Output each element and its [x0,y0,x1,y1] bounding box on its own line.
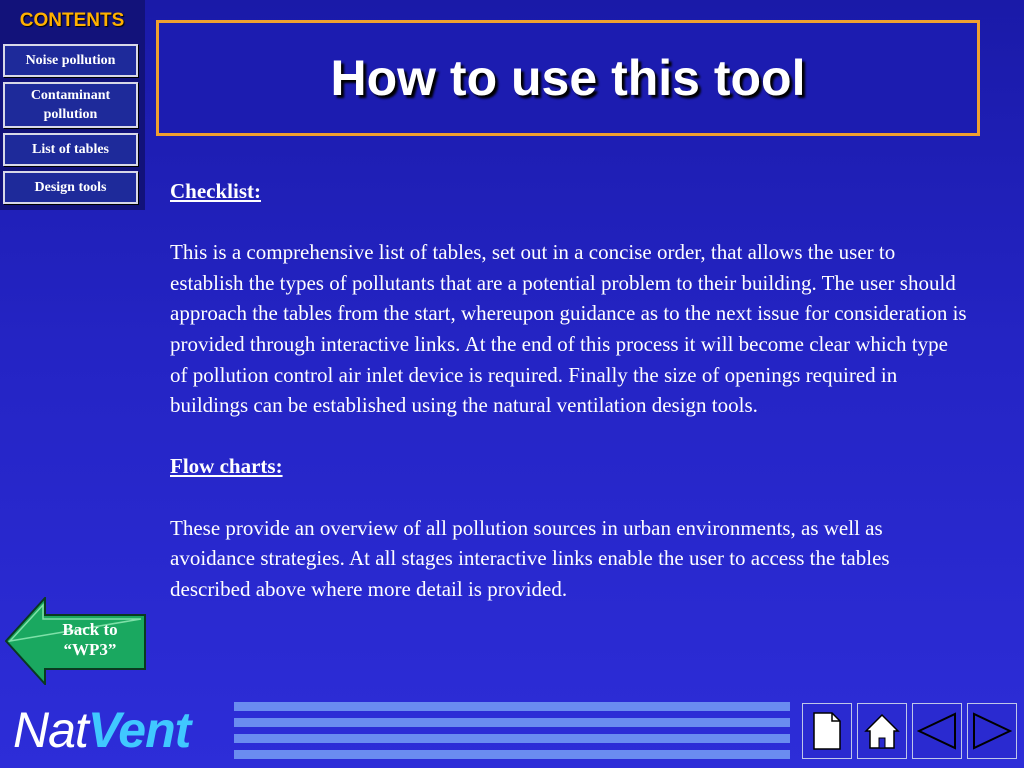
back-to-wp3-button[interactable] [44,620,136,660]
title-box [156,20,980,136]
page-title: How to use this tool [330,50,806,106]
document-icon [812,711,842,751]
logo-nat: Nat [13,702,88,758]
flow-charts-body: These provide an overview of all pollution sources in urban environments, as well as avoidance strategies. At all stages interactive links enable the user to access the tables described above where more detail is provided. [170,515,890,601]
sidebar-item-contaminant-pollution[interactable]: Contaminant pollution [3,82,138,128]
stripe [234,718,790,727]
stripe [234,702,790,711]
sidebar [0,0,145,210]
logo-vent: Vent [87,702,191,758]
back-label-line1: Back to [62,620,118,639]
natvent-logo [13,700,190,760]
stripe [234,734,790,743]
content-area [170,176,970,604]
checklist-heading: Checklist: [170,179,261,203]
contents-title: CONTENTS [19,10,125,31]
back-label-line2: “WP3” [63,640,117,659]
flow-charts-heading: Flow charts: [170,454,283,479]
home-icon [864,711,900,751]
document-button[interactable] [802,703,852,759]
checklist-body: This is a comprehensive list of tables, set out in a concise order, that allows the user to establish the types of pollutants that are a potential problem to their building. The user should approach the tables from the start, whereupon guidance as to the next issue for consideration is provided through interactive links. At the end of this process it will become clear which type of pollution control air inlet device is required. Finally the size of openings required in buildings can be established using the natural ventilation design tools. [170,240,967,418]
decorative-stripes [234,702,790,762]
previous-button[interactable] [912,703,962,759]
previous-arrow-icon [917,711,957,751]
home-button[interactable] [857,703,907,759]
sidebar-item-design-tools[interactable]: Design tools [3,171,138,204]
stripe [234,750,790,759]
sidebar-item-noise-pollution[interactable]: Noise pollution [3,44,138,77]
sidebar-item-list-of-tables[interactable]: List of tables [3,133,138,166]
next-button[interactable] [967,703,1017,759]
next-arrow-icon [972,711,1012,751]
